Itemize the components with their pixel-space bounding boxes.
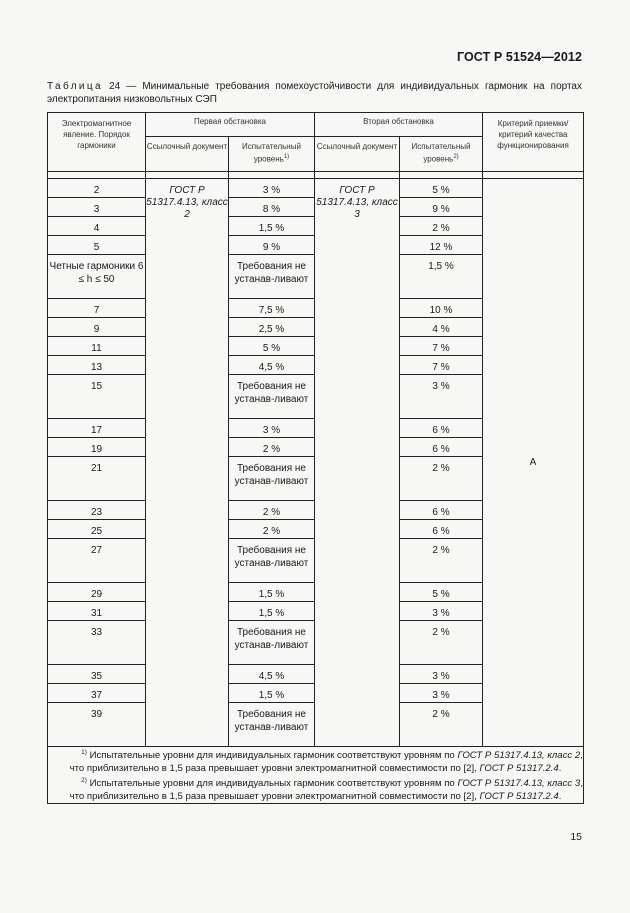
harmonic-order-cell: 15 (48, 375, 146, 419)
test-level-second-environment-cell: 3 % (400, 602, 483, 621)
test-level-second-environment-cell: 2 % (400, 703, 483, 747)
footnote-ref-1: 1) (283, 154, 290, 160)
test-level-first-environment-cell: 4,5 % (229, 665, 315, 684)
test-level-second-environment-cell: 6 % (400, 419, 483, 438)
test-level-second-environment-cell: 9 % (400, 198, 483, 217)
test-level-first-environment-cell: 2 % (229, 501, 315, 520)
harmonic-order-cell: 19 (48, 438, 146, 457)
harmonic-order-cell: 31 (48, 602, 146, 621)
caption-text: 24 — Минимальные требования помехоустойчивости для индивидуальных гармоник на портах электропитания низковольтных СЭП (47, 81, 582, 105)
column-group-second-environment: Вторая обстановка (315, 113, 483, 137)
harmonic-order-cell: 4 (48, 217, 146, 236)
column-header-ref-doc-2: Ссылочный документ (315, 137, 400, 172)
test-level-second-environment-cell: 12 % (400, 236, 483, 255)
harmonic-order-cell: 33 (48, 621, 146, 665)
test-level-first-environment-cell: 7,5 % (229, 299, 315, 318)
test-level-first-environment-cell: Требования не устанав-ливают (229, 703, 315, 747)
footnote-ref-2: 2) (453, 154, 459, 160)
harmonic-order-cell: 21 (48, 457, 146, 501)
test-level-first-environment-cell: Требования не устанав-ливают (229, 539, 315, 583)
test-level-first-environment-cell: 8 % (229, 198, 315, 217)
test-level-second-environment-cell: 6 % (400, 438, 483, 457)
test-level-second-environment-cell: 5 % (400, 179, 483, 198)
harmonic-order-cell: 25 (48, 520, 146, 539)
test-level-second-environment-cell: 6 % (400, 520, 483, 539)
harmonic-order-cell: 5 (48, 236, 146, 255)
test-level-first-environment-cell: 3 % (229, 179, 315, 198)
test-level-first-environment-cell: 2 % (229, 438, 315, 457)
test-level-second-environment-cell: 10 % (400, 299, 483, 318)
test-level-second-environment-cell: 2 % (400, 217, 483, 236)
column-header-test-level-1: Испытательный уровень$^{1)}$ (229, 137, 315, 172)
test-level-first-environment-cell: 1,5 % (229, 684, 315, 703)
harmonic-order-cell: 2 (48, 179, 146, 198)
harmonic-order-cell: 35 (48, 665, 146, 684)
harmonic-order-cell: 7 (48, 299, 146, 318)
test-level-second-environment-cell: 7 % (400, 356, 483, 375)
test-level-second-environment-cell: 3 % (400, 684, 483, 703)
column-header-test-level-2: Испытательный уровень$^{2)}$ (400, 137, 483, 172)
harmonic-order-cell: 23 (48, 501, 146, 520)
harmonic-order-cell: 17 (48, 419, 146, 438)
page-number: 15 (570, 831, 582, 843)
harmonic-order-cell: 9 (48, 318, 146, 337)
column-header-phenomenon: Электромагнитное явление. Порядок гармоники (48, 113, 146, 172)
table-row (48, 179, 584, 198)
column-header-ref-doc-1: Ссылочный документ (146, 137, 229, 172)
test-level-first-environment-cell: 1,5 % (229, 583, 315, 602)
test-level-first-environment-cell: Требования не устанав-ливают (229, 457, 315, 501)
test-level-first-environment-cell: 1,5 % (229, 602, 315, 621)
harmonic-order-cell: 37 (48, 684, 146, 703)
test-level-second-environment-cell: 2 % (400, 621, 483, 665)
footnote-1: $^{1)}$ Испытательные уровни для индивидуальных гармоник соответствуют уровням по ГОСТ Р 51317.4.13, класс 2, что приблизительно в 1,5 раза превышает уровни электромагнитной совместимости по [2], ГОСТ Р 51317.2.4. (69, 749, 583, 774)
standard-code: ГОСТ Р 51524—2012 (456, 50, 582, 64)
test-level-second-environment-cell: 4 % (400, 318, 483, 337)
harmonic-order-cell: 13 (48, 356, 146, 375)
ref-doc-first-environment: ГОСТ Р 51317.4.13, класс 2 (146, 179, 229, 747)
table-body (48, 172, 584, 747)
harmonic-order-cell: 27 (48, 539, 146, 583)
test-level-first-environment-cell: 9 % (229, 236, 315, 255)
test-level-first-environment-cell: Требования не устанав-ливают (229, 621, 315, 665)
spacer-row (48, 172, 584, 179)
test-level-first-environment-cell: 2 % (229, 520, 315, 539)
criterion-cell: А (483, 179, 584, 747)
test-level-second-environment-cell: 5 % (400, 583, 483, 602)
test-level-first-environment-cell: 3 % (229, 419, 315, 438)
test-level-second-environment-cell: 6 % (400, 501, 483, 520)
ref-doc-second-environment: ГОСТ Р 51317.4.13, класс 3 (315, 179, 400, 747)
test-level-first-environment-cell: 2,5 % (229, 318, 315, 337)
harmonic-order-cell: Четные гармоники 6 ≤ h ≤ 50 (48, 255, 146, 299)
harmonic-order-cell: 39 (48, 703, 146, 747)
test-level-second-environment-cell: 3 % (400, 375, 483, 419)
column-group-first-environment: Первая обстановка (146, 113, 315, 137)
test-level-second-environment-cell: 2 % (400, 539, 483, 583)
test-level-first-environment-cell: 5 % (229, 337, 315, 356)
footnotes (48, 747, 584, 804)
test-level-first-environment-cell: Требования не устанав-ливают (229, 375, 315, 419)
harmonic-order-cell: 3 (48, 198, 146, 217)
harmonic-order-cell: 29 (48, 583, 146, 602)
test-level-second-environment-cell: 7 % (400, 337, 483, 356)
test-level-first-environment-cell: 4,5 % (229, 356, 315, 375)
harmonic-order-cell: 11 (48, 337, 146, 356)
test-level-second-environment-cell: 3 % (400, 665, 483, 684)
harmonics-immunity-table (47, 112, 584, 804)
caption-label: Таблица (47, 81, 104, 92)
test-level-second-environment-cell: 1,5 % (400, 255, 483, 299)
column-header-criterion: Критерий приемки/критерий качества функционирования (483, 113, 584, 172)
test-level-second-environment-cell: 2 % (400, 457, 483, 501)
footnote-2: $^{2)}$ Испытательные уровни для индивидуальных гармоник соответствуют уровням по ГОСТ Р 51317.4.13, класс 3, что приблизительно в 1,5 раза превышает уровни электромагнитной совместимости по [2], ГОСТ Р 51317.2.4. (69, 777, 583, 802)
test-level-first-environment-cell: Требования не устанав-ливают (229, 255, 315, 299)
table-caption (47, 80, 582, 106)
test-level-first-environment-cell: 1,5 % (229, 217, 315, 236)
